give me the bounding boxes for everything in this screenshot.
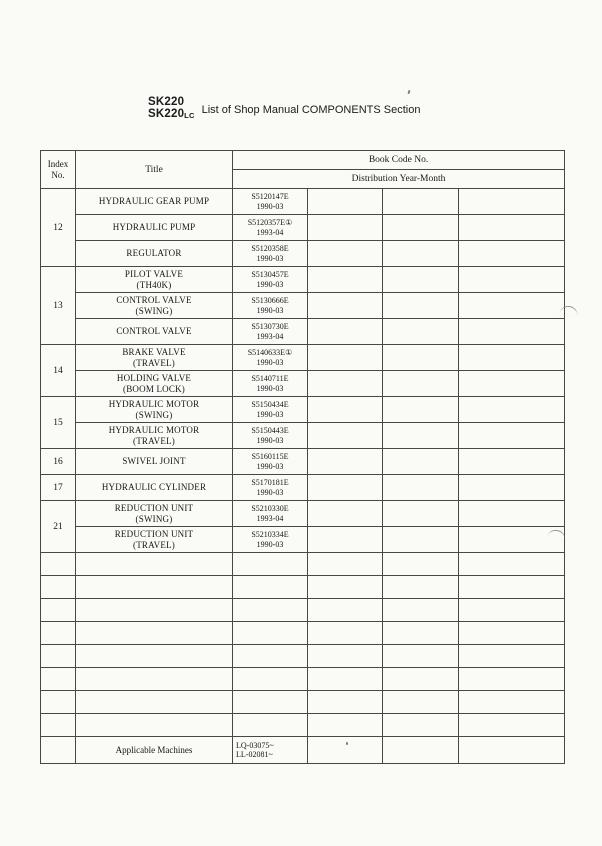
component-title: REGULATOR [126,248,182,259]
empty-cell [383,645,459,668]
machine-serial-range: LQ-03075~ [236,740,274,750]
title-cell [76,267,233,293]
empty-cell [459,553,565,576]
component-title: HYDRAULIC PUMP [112,222,196,233]
book-code-cell [233,319,308,345]
empty-cell [308,714,383,737]
title-cell [76,241,233,267]
component-subtitle: (TH40K) [136,279,172,290]
empty-cell [383,599,459,622]
empty-cell [308,189,383,215]
component-title: BRAKE VALVE [122,347,186,357]
component-subtitle: (TRAVEL) [133,539,175,550]
table-row [41,189,565,215]
empty-cell [308,423,383,449]
empty-cell [459,345,565,371]
book-code-cell [233,371,308,397]
title-cell [76,475,233,501]
machine-serial-range: LL-02081~ [236,750,273,759]
empty-cell [383,449,459,475]
applicable-machines-label: Applicable Machines [76,737,233,764]
empty-cell [308,553,383,576]
empty-cell [308,215,383,241]
empty-cell [308,241,383,267]
empty-cell [459,475,565,501]
empty-cell [76,668,233,691]
table-row [41,215,565,241]
component-title: CONTROL VALVE [116,295,192,305]
book-code-cell [233,241,308,267]
book-code-cell [233,423,308,449]
title-cell [76,449,233,475]
title-cell [76,371,233,397]
book-code-label: Book Code No. [233,151,564,170]
empty-cell [308,267,383,293]
empty-cell [459,527,565,553]
empty-table-row [41,714,565,737]
empty-cell [459,599,565,622]
empty-cell [459,319,565,345]
empty-cell [308,449,383,475]
book-code-cell [233,189,308,215]
empty-cell [383,397,459,423]
book-code-cell [233,345,308,371]
book-code: S5210330E [251,504,289,513]
index-cell: 13 [41,267,76,345]
component-title: HOLDING VALVE [116,373,192,383]
book-code-cell [233,215,308,241]
book-code: S5170181E [251,478,289,487]
component-subtitle: (SWING) [135,513,173,524]
book-code: S5130666E [251,296,289,305]
model-sk220lc-text: SK220 [148,108,185,120]
empty-cell [383,475,459,501]
empty-table-row [41,576,565,599]
component-subtitle: (TRAVEL) [133,357,175,368]
empty-cell [308,501,383,527]
empty-table-row [41,622,565,645]
table-row [41,293,565,319]
empty-cell [233,576,308,599]
empty-cell [383,293,459,319]
empty-cell [308,599,383,622]
page-heading [148,96,420,122]
empty-table-row [41,645,565,668]
component-subtitle: (BOOM LOCK) [123,383,185,394]
empty-cell [76,714,233,737]
empty-cell [308,668,383,691]
empty-cell [459,397,565,423]
empty-cell [308,345,383,371]
component-subtitle: (SWING) [135,305,173,316]
book-code: S5150443E [251,426,289,435]
book-code-cell [233,397,308,423]
empty-cell [383,737,459,764]
empty-cell [308,737,383,764]
empty-cell [383,319,459,345]
component-title: PILOT VALVE [124,269,184,279]
distribution-date: 1990-03 [256,487,284,497]
title-cell [76,397,233,423]
empty-cell [383,668,459,691]
table-row [41,449,565,475]
component-title: REDUCTION UNIT [114,529,194,539]
empty-cell [308,576,383,599]
empty-cell [308,371,383,397]
empty-cell [41,668,76,691]
empty-cell [41,622,76,645]
empty-cell [383,189,459,215]
table-header-row [41,151,565,189]
empty-cell [459,423,565,449]
distribution-date: 1993-04 [256,513,284,523]
empty-cell [76,691,233,714]
table-row [41,371,565,397]
title-cell [76,293,233,319]
empty-cell [383,622,459,645]
book-code-cell [233,475,308,501]
index-cell: 17 [41,475,76,501]
table-row [41,345,565,371]
empty-cell [383,527,459,553]
book-code-cell [233,293,308,319]
distribution-date: 1990-03 [256,253,284,263]
title-cell [76,527,233,553]
empty-cell [233,553,308,576]
component-title: SWIVEL JOINT [122,456,186,467]
book-code: S5140633E① [247,348,293,357]
empty-cell [383,345,459,371]
empty-cell [459,668,565,691]
book-code-cell [233,449,308,475]
empty-cell [383,267,459,293]
empty-cell [41,599,76,622]
empty-cell [76,645,233,668]
index-header-line1: Index [47,158,69,169]
index-column-header [41,151,76,189]
book-code: S5130457E [251,270,289,279]
distribution-date: 1990-03 [256,409,284,419]
component-title: HYDRAULIC GEAR PUMP [98,196,210,207]
distribution-date: 1990-03 [256,461,284,471]
empty-cell [308,293,383,319]
scan-artifact-speck [346,742,348,745]
component-title: HYDRAULIC MOTOR [108,425,200,435]
empty-cell [459,241,565,267]
scan-artifact-speck [407,90,410,94]
index-header-line2: No. [51,169,65,180]
component-title: REDUCTION UNIT [114,503,194,513]
model-sk220lc [148,108,195,122]
book-code: S5130730E [251,322,289,331]
distribution-date: 1990-03 [256,279,284,289]
empty-cell [76,599,233,622]
empty-cell [41,645,76,668]
empty-cell [41,737,76,764]
table-row [41,423,565,449]
empty-cell [308,319,383,345]
title-cell [76,345,233,371]
book-code: S5210334E [251,530,289,539]
empty-cell [459,449,565,475]
empty-cell [76,576,233,599]
book-code-cell [233,527,308,553]
empty-cell [383,576,459,599]
empty-table-row [41,553,565,576]
empty-cell [41,714,76,737]
book-code: S5150434E [251,400,289,409]
empty-cell [76,622,233,645]
empty-cell [233,668,308,691]
table-row [41,319,565,345]
component-subtitle: (TRAVEL) [133,435,175,446]
empty-cell [459,371,565,397]
empty-cell [459,189,565,215]
distribution-date: 1990-03 [256,357,284,367]
empty-cell [308,475,383,501]
book-code-column-header [233,151,565,189]
index-cell: 16 [41,449,76,475]
title-column-header: Title [76,151,233,189]
index-cell: 21 [41,501,76,553]
empty-cell [459,501,565,527]
book-code: S5120357E① [247,218,293,227]
empty-cell [383,423,459,449]
empty-cell [233,645,308,668]
title-cell [76,189,233,215]
empty-cell [459,691,565,714]
empty-cell [459,737,565,764]
applicable-machines-row [41,737,565,764]
empty-cell [233,714,308,737]
empty-cell [383,371,459,397]
components-table-body [41,189,565,764]
distribution-date: 1990-03 [256,383,284,393]
component-title: CONTROL VALVE [116,326,192,337]
empty-cell [383,501,459,527]
empty-cell [308,527,383,553]
title-cell [76,319,233,345]
distribution-label: Distribution Year-Month [351,174,446,184]
model-sk220: SK220 [148,96,185,108]
table-row [41,501,565,527]
book-code: S5140711E [251,374,289,383]
empty-cell [41,553,76,576]
empty-cell [459,622,565,645]
empty-cell [308,622,383,645]
component-subtitle: (SWING) [135,409,173,420]
empty-table-row [41,691,565,714]
component-title: HYDRAULIC MOTOR [108,399,200,409]
model-designations [148,96,195,122]
empty-table-row [41,599,565,622]
empty-cell [459,714,565,737]
empty-cell [459,215,565,241]
empty-cell [308,397,383,423]
distribution-date: 1993-04 [256,331,284,341]
book-code-cell [233,267,308,293]
empty-cell [308,691,383,714]
components-table [40,150,565,764]
title-cell [76,501,233,527]
empty-cell [76,553,233,576]
distribution-date: 1993-04 [256,227,284,237]
page-title: List of Shop Manual COMPONENTS Section [201,103,421,116]
distribution-date: 1990-03 [256,201,284,211]
index-cell: 12 [41,189,76,267]
empty-cell [383,241,459,267]
table-row [41,527,565,553]
distribution-date: 1990-03 [256,305,284,315]
component-title: HYDRAULIC CYLINDER [101,482,207,493]
empty-cell [233,622,308,645]
table-row [41,267,565,293]
empty-cell [41,576,76,599]
model-subscript: LC [184,111,195,120]
table-row [41,241,565,267]
empty-cell [459,645,565,668]
book-code: S5120358E [251,244,289,253]
empty-cell [459,293,565,319]
index-cell: 14 [41,345,76,397]
empty-table-row [41,668,565,691]
distribution-date: 1990-03 [256,435,284,445]
empty-cell [308,645,383,668]
empty-cell [459,267,565,293]
empty-cell [383,714,459,737]
empty-cell [383,691,459,714]
index-cell: 15 [41,397,76,449]
distribution-date: 1990-03 [256,539,284,549]
empty-cell [41,691,76,714]
table-row [41,475,565,501]
empty-cell [383,215,459,241]
empty-cell [233,691,308,714]
book-code-cell [233,501,308,527]
book-code: S5120147E [251,192,289,201]
empty-cell [233,599,308,622]
applicable-machines-codes [233,737,308,764]
book-code: S5160115E [251,452,289,461]
table-row [41,397,565,423]
title-cell [76,423,233,449]
empty-cell [459,576,565,599]
title-cell [76,215,233,241]
empty-cell [383,553,459,576]
